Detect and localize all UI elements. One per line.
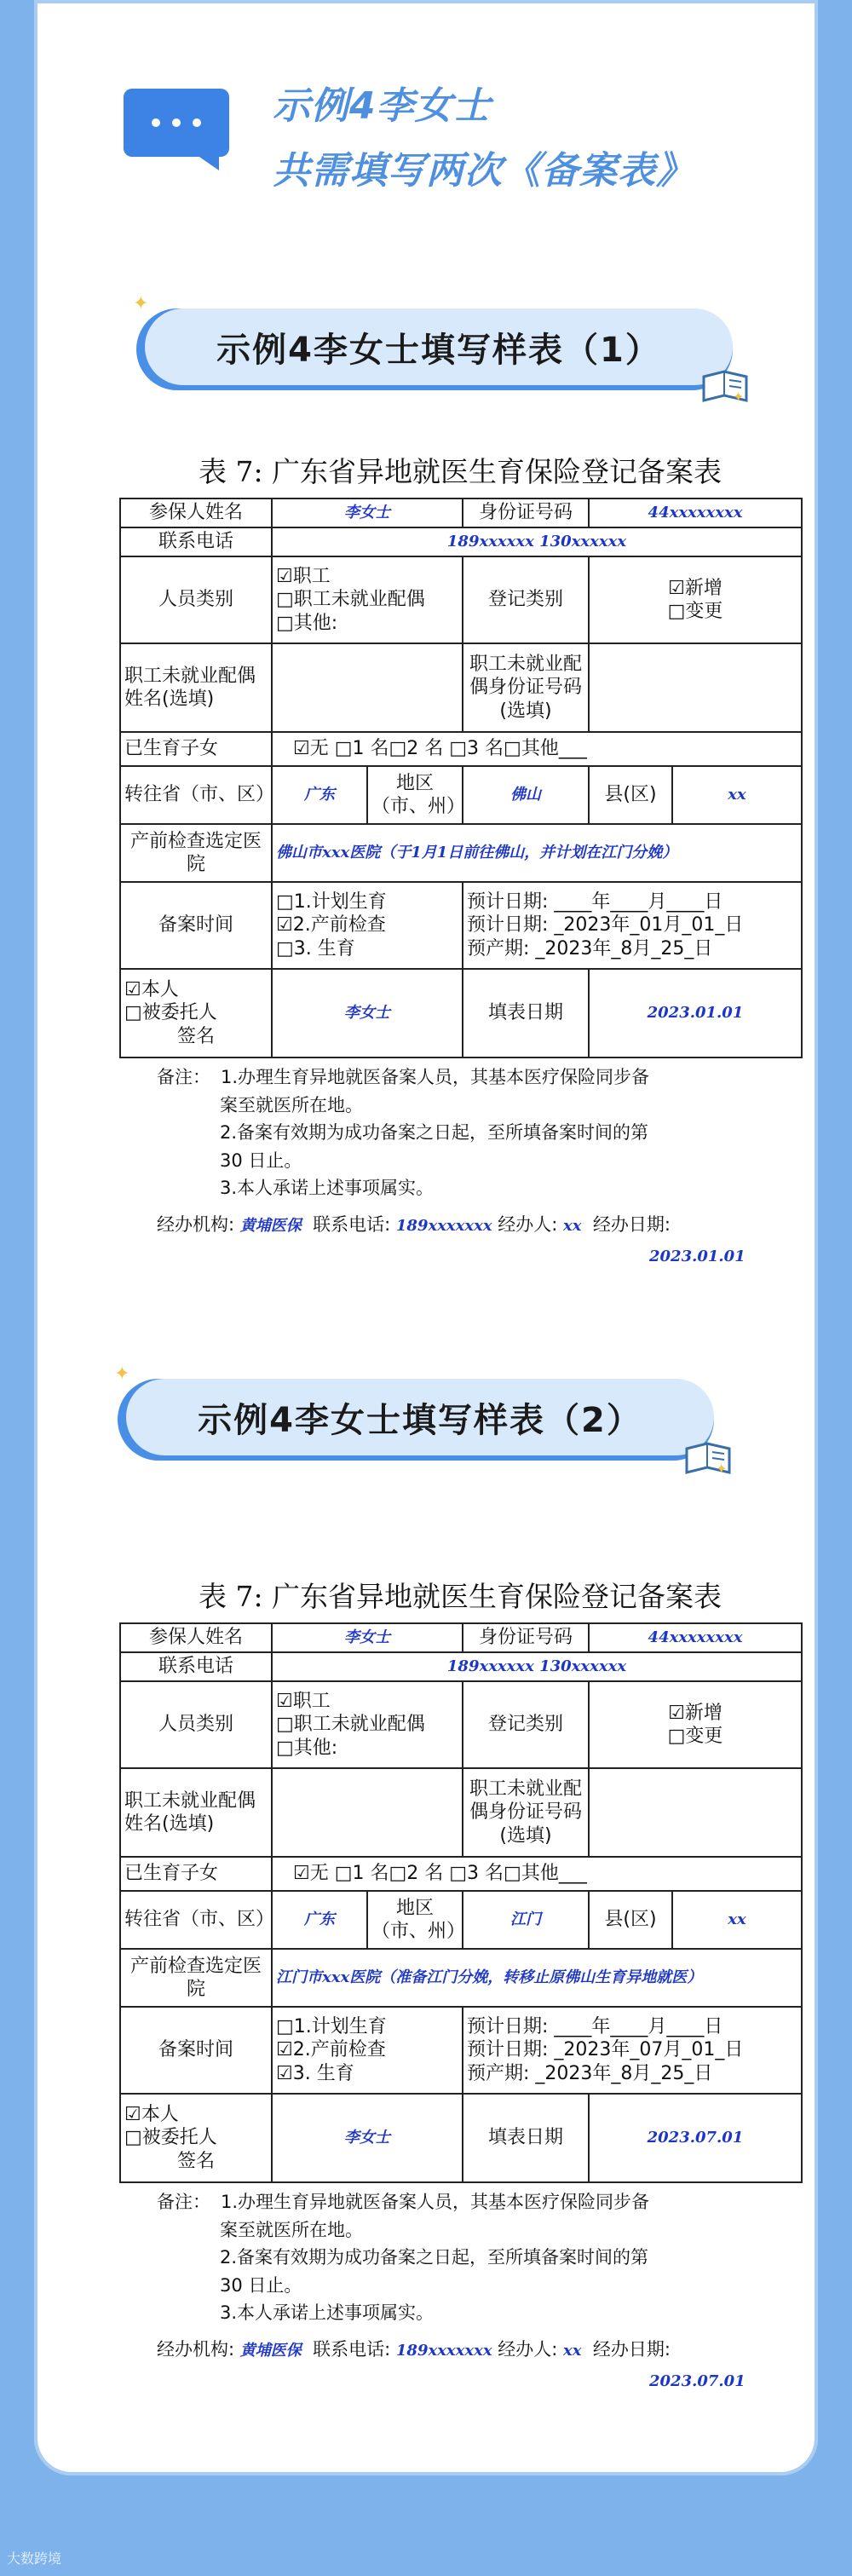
id-label: 身份证号码 [463,1623,589,1652]
agency-label: 经办机构: [157,1213,235,1235]
handler-value: xx [563,2341,582,2360]
hospital-value: 江门市xxx医院（准备江门分娩，转移止原佛山生育异地就医） [272,1949,802,2007]
note-line: 2.备案有效期为成功备案之日起，至所填备案时间的第 [220,1122,649,1144]
name-label: 参保人姓名 [120,498,272,527]
region-value: 江门 [463,1891,589,1949]
id-label: 身份证号码 [463,498,589,527]
spouse-id-label: 职工未就业配偶身份证号码 (选填) [463,643,589,732]
children-options: ☑无 □1 名□2 名 □3 名□其他___ [272,732,802,766]
spouse-id-value [589,1768,802,1857]
agency-phone-value: 189xxxxxxx [395,1216,492,1235]
reg-type-option: □变更 [667,1726,723,1747]
date-line: 预产期: _2023年_8月_25_日 [467,937,713,960]
note-line: 案至就医所在地。 [220,1094,363,1115]
phone-label: 联系电话 [120,1652,272,1681]
phone-value: 189xxxxxx 130xxxxxx [272,527,802,556]
spouse-name-value [272,1768,463,1857]
category-option: □其他: [276,1737,338,1759]
agency-phone-label: 联系电话: [313,2338,391,2360]
sparkle-icon: ✦ [133,293,149,314]
form-title: 表 7: 广东省异地就医生育保险登记备案表 [198,455,722,488]
sign-options [120,969,272,1057]
reg-type-options [589,1681,802,1768]
time-option: ☑3. 生育 [276,2062,354,2084]
spouse-name-label: 职工未就业配偶姓名(选填) [120,1768,272,1857]
fill-date-label: 填表日期 [463,2094,589,2182]
header-title-line2: 共需填写两次《备案表》 [273,149,694,193]
handle-date-value: 2023.07.01 [649,2372,746,2391]
sign-option: □被委托人 [124,2127,217,2149]
agency-line [119,1211,801,1239]
sign-option: 签名 [176,1025,215,1047]
spouse-name-value [272,643,463,732]
county-value: xx [672,1891,802,1949]
time-option: □3. 生育 [276,937,355,960]
watermark: 大数跨境 [7,2550,62,2567]
form-title: 表 7: 广东省异地就医生育保险登记备案表 [198,1580,722,1613]
county-label: 县(区) [589,766,672,824]
spouse-name-label: 职工未就业配偶姓名(选填) [120,643,272,732]
sparkle-icon: ✦ [114,1363,130,1385]
province-value: 广东 [272,1891,367,1949]
region-label: 地区（市、州） [367,766,463,824]
sparkle-icon: ✦ [733,389,745,405]
note-line: 1.办理生育异地就医备案人员，其基本医疗保险同步备 [221,2192,650,2212]
date-line: 预计日期: ____年____月____日 [467,890,723,913]
sign-option: ☑本人 [124,978,179,1000]
reg-type-label: 登记类别 [463,556,589,643]
time-dates [463,882,802,969]
banner-title: 示例4李女士填写样表（1） [216,330,661,370]
name-label: 参保人姓名 [120,1623,272,1652]
bottom-band [0,2475,852,2576]
spouse-id-label: 职工未就业配偶身份证号码 (选填) [463,1768,589,1857]
time-options [272,882,463,969]
time-option: ☑2.产前检查 [276,2039,386,2061]
sparkle-icon: ✦ [716,1461,728,1477]
note-line: 3.本人承诺上述事项属实。 [220,2302,435,2324]
sign-option: 签名 [176,2150,215,2172]
reg-type-option: ☑新增 [668,577,722,599]
handler-value: xx [563,1216,582,1235]
time-label: 备案时间 [120,882,272,969]
region-value: 佛山 [463,766,589,824]
agency-phone-value: 189xxxxxxx [395,2341,492,2360]
notes [119,2188,801,2394]
children-label: 已生育子女 [120,732,272,766]
name-value: 李女士 [272,498,463,527]
hospital-label: 产前检查选定医院 [120,824,272,882]
date-line: 预计日期: ____年____月____日 [467,2015,723,2037]
name-value: 李女士 [272,1623,463,1652]
sign-option: ☑本人 [124,2103,179,2125]
handle-date-label: 经办日期: [592,2338,671,2360]
agency-phone-label: 联系电话: [313,1213,391,1235]
fill-date-value: 2023.07.01 [589,2094,802,2182]
category-option: ☑职工 [276,565,331,587]
category-options [272,556,463,643]
note-line: 2.备案有效期为成功备案之日起，至所填备案时间的第 [220,2247,649,2268]
reg-type-label: 登记类别 [463,1681,589,1768]
note-line: 案至就医所在地。 [220,2219,363,2240]
header-title-line1: 示例4李女士 [273,84,492,128]
children-options: ☑无 □1 名□2 名 □3 名□其他___ [272,1857,802,1891]
category-options [272,1681,463,1768]
children-label: 已生育子女 [120,1857,272,1891]
category-label: 人员类别 [120,556,272,643]
chat-bubble-icon [124,89,229,170]
form-banner-2 [118,1379,714,1461]
hospital-label: 产前检查选定医院 [120,1949,272,2007]
phone-value: 189xxxxxx 130xxxxxx [272,1652,802,1681]
hospital-value: 佛山市xxx医院（于1月1日前往佛山，并计划在江门分娩） [272,824,802,882]
province-label: 转往省（市、区） [120,766,272,824]
handle-date-value: 2023.01.01 [649,1248,746,1266]
note-line: 30 日止。 [220,1150,302,1171]
sign-option: □被委托人 [124,1002,217,1024]
county-label: 县(区) [589,1891,672,1949]
time-option: □1.计划生育 [276,2015,387,2037]
handler-label: 经办人: [498,2338,558,2360]
id-value: 44xxxxxxxx [589,1623,802,1652]
region-label: 地区（市、州） [367,1891,463,1949]
time-option: □1.计划生育 [276,890,387,913]
note-line: 30 日止。 [220,2274,302,2296]
notes-label: 备注： [157,2192,210,2212]
banner-title: 示例4李女士填写样表（2） [198,1400,642,1440]
handle-date-label: 经办日期: [592,1213,671,1235]
fill-date-value: 2023.01.01 [589,969,802,1057]
county-value: xx [672,766,802,824]
form-banner-1 [136,308,733,390]
handler-label: 经办人: [498,1213,558,1235]
id-value: 44xxxxxxxx [589,498,802,527]
time-options [272,2007,463,2094]
date-line: 预产期: _2023年_8月_25_日 [467,2062,713,2084]
agency-line [119,2336,801,2364]
sign-options [120,2094,272,2182]
content-panel [34,0,818,2475]
sign-value: 李女士 [272,969,463,1057]
form-table [119,498,803,1058]
category-option: ☑职工 [276,1690,331,1712]
notes [119,1063,801,1270]
reg-type-options [589,556,802,643]
province-label: 转往省（市、区） [120,1891,272,1949]
spouse-id-value [589,643,802,732]
province-value: 广东 [272,766,367,824]
category-option: □职工未就业配偶 [276,1714,425,1736]
registration-form-1 [119,450,801,1270]
note-line: 3.本人承诺上述事项属实。 [220,1178,435,1199]
time-label: 备案时间 [120,2007,272,2094]
date-line: 预计日期: _2023年_07月_01_日 [467,2039,744,2061]
category-option: □职工未就业配偶 [276,589,425,611]
reg-type-option: ☑新增 [668,1702,722,1724]
fill-date-label: 填表日期 [463,969,589,1057]
agency-label: 经办机构: [157,2338,235,2360]
notes-label: 备注： [157,1067,210,1087]
time-option: ☑2.产前检查 [276,914,386,936]
agency-value: 黄埔医保 [239,2341,302,2360]
time-dates [463,2007,802,2094]
agency-value: 黄埔医保 [239,1216,302,1235]
phone-label: 联系电话 [120,527,272,556]
reg-type-option: □变更 [667,601,723,622]
sign-value: 李女士 [272,2094,463,2182]
category-option: □其他: [276,612,338,634]
note-line: 1.办理生育异地就医备案人员，其基本医疗保险同步备 [221,1067,650,1087]
registration-form-2 [119,1575,801,2394]
date-line: 预计日期: _2023年_01月_01_日 [467,914,744,936]
form-table [119,1622,803,2183]
category-label: 人员类别 [120,1681,272,1768]
